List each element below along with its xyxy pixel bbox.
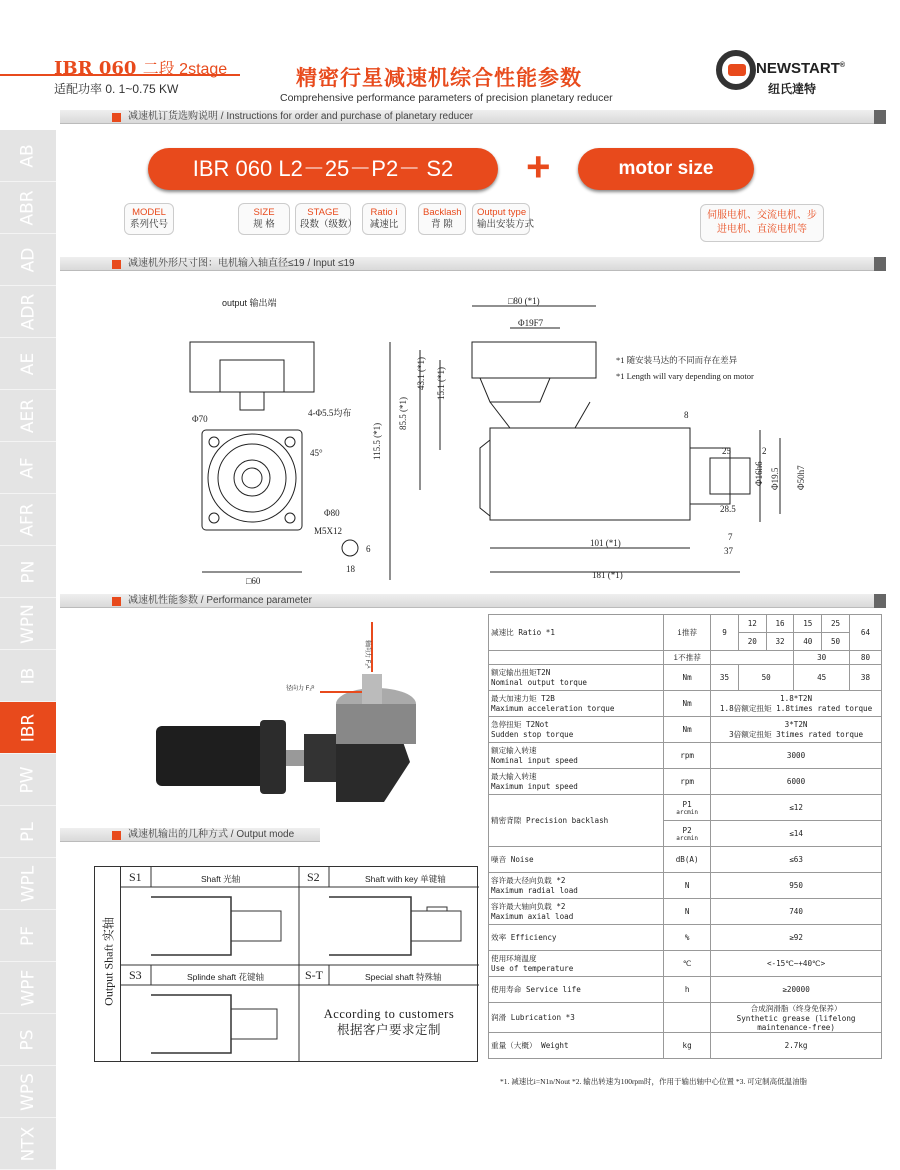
side-tab-wpn[interactable]	[0, 598, 56, 650]
label-ratio: Ratio i 减速比	[362, 203, 406, 235]
side-tab-ab[interactable]	[0, 130, 56, 182]
dim-h85: 85.5 (*1)	[398, 397, 408, 430]
side-tab-label: ABR	[17, 189, 38, 226]
table-footnote: *1. 减速比i=N1n/Nout *2. 输出转速为100rpm时，作用于输出轴中心位置 *3. 可定制高低温油脂	[500, 1077, 808, 1086]
dim-101: 101 (*1)	[590, 538, 621, 548]
note-en: *1 Length will vary depending on motor	[616, 371, 754, 381]
label-size: SIZE 规 格	[238, 203, 290, 235]
label-model: MODEL 系列代号	[124, 203, 174, 235]
dim-2: 2	[762, 446, 767, 456]
dim-sq80: □80 (*1)	[508, 296, 540, 306]
side-tab-ibr[interactable]	[0, 702, 56, 754]
mode-s1-name: Shaft 光轴	[201, 874, 241, 884]
dim-h43: 43.1 (*1)	[416, 357, 426, 390]
mode-s3-code: S3	[129, 968, 142, 982]
side-tab-abr[interactable]	[0, 182, 56, 234]
label-output-type: Output type 输出安装方式	[472, 203, 530, 235]
dim-d19f7: Φ19F7	[518, 318, 544, 328]
dim-25: 25	[722, 446, 731, 456]
side-tab-wps[interactable]	[0, 1066, 56, 1118]
dim-181: 181 (*1)	[592, 570, 623, 580]
page-title: 精密行星减速机综合性能参数	[296, 67, 582, 90]
mode-st-code: S-T	[305, 968, 323, 982]
page-subtitle: Comprehensive performance parameters of precision planetary reducer	[280, 92, 613, 104]
radial-force-label: 径向力 F₂ᴿ	[286, 686, 315, 692]
side-tab-af[interactable]	[0, 442, 56, 494]
dim-holes: 4-Φ5.5均布	[308, 408, 352, 418]
output-shaft-label: Output Shaft 实轴	[95, 867, 121, 1061]
side-tab-label: WPL	[17, 865, 38, 902]
side-tab-label: PF	[18, 925, 38, 946]
section-performance-bar: 减速机性能参数 / Performance parameter	[60, 594, 880, 608]
side-tab-label: WPS	[17, 1072, 38, 1111]
power-range: 适配功率 0. 1~0.75 KW	[54, 82, 179, 96]
side-tab-label: AB	[17, 143, 38, 168]
side-tab-afr[interactable]	[0, 494, 56, 546]
side-tab-ad[interactable]	[0, 234, 56, 286]
side-tab-label: NTX	[18, 1126, 38, 1161]
order-code: IBR 060 L2－25－P2－ S2	[148, 148, 498, 190]
performance-table: 减速比 Ratio *1 i推荐 9 12 16 15 25 64 20 32 40 50 i不推荐 30 80 额定输出扭矩T2N Nominal output torque Nm 35 50 45 38 最大加速力矩 T2B Maximum acceleration torque Nm 1.8*T2N 1.8倍额定扭矩 1.8times rated torque 急停扭矩 T2Not Sudden stop torque Nm 3*T2N 3倍额定扭矩 3times rated torque 额定输入转速 Nominal input speed rpm 3000 最大输入转速 Maximum input speed rpm 6000 精密背隙 Precision backlash P1 arcmin ≤12 P2 arcmin ≤14 噪音 Noise dB(A) ≤63 容许最大径向负载 *2 Maximum radial load N 950 容许最大轴向负载 *2 Maximum axial load N 740 效率 Efficiency % ≥92 使用环境温度 Use of temperature ℃ <-15℃~+40℃> 使用寿命 Service life h ≥20000 润滑 Lubrication *3 合成润滑脂（终身免保养） Synthetic grease (lifelong maintenance-free) 重量（大概） Weight kg 2.7kg	[488, 614, 882, 1059]
label-backlash: Backlash 背 隙	[418, 203, 466, 235]
side-tab-wpf[interactable]	[0, 962, 56, 1014]
axial-force-label: 轴向力 F₂ᴬ	[364, 640, 370, 669]
side-tab-label: WPN	[18, 603, 38, 644]
front-flange	[190, 342, 314, 392]
side-tab-label: AFR	[17, 502, 38, 537]
mode-s3-name: Splinde shaft 花键轴	[187, 972, 265, 982]
dim-m5: M5X12	[314, 526, 343, 536]
dim-h15: 15.1 (*1)	[436, 367, 446, 400]
dim-37: 37	[724, 546, 733, 556]
side-tab-label: PN	[18, 560, 38, 583]
ratio-label: 减速比 Ratio *1	[489, 615, 664, 651]
side-tab-label: ADR	[17, 293, 38, 330]
front-square	[202, 430, 302, 530]
side-tab-label: PW	[18, 765, 38, 794]
dim-d195: Φ19.5	[770, 467, 780, 490]
brand-logo	[716, 46, 846, 102]
section-output-bar: 减速机输出的几种方式 / Output mode	[60, 828, 320, 842]
dim-sq60: □60	[246, 576, 261, 586]
dim-7: 7	[728, 532, 733, 542]
side-tab-label: PS	[17, 1028, 38, 1051]
mode-s2-name: Shaft with key 单键轴	[365, 874, 446, 884]
side-tab-label: AD	[17, 247, 38, 272]
plus-icon: +	[526, 143, 551, 190]
brand-name-cn: 纽氏達特	[768, 82, 817, 96]
dim-285: 28.5	[720, 504, 736, 514]
side-tab-label: AE	[18, 352, 38, 375]
mode-s2-code: S2	[307, 870, 320, 884]
side-tab-label: WPF	[18, 969, 38, 1006]
mode-s1-code: S1	[129, 870, 142, 884]
side-tab-label: AF	[17, 456, 38, 479]
dim-d80: Φ80	[324, 508, 340, 518]
side-tab-pn[interactable]	[0, 546, 56, 598]
side-tab-pw[interactable]	[0, 754, 56, 806]
side-tab-ae[interactable]	[0, 338, 56, 390]
dim-angle: 45°	[310, 448, 323, 458]
product-photo	[140, 612, 480, 822]
side-tab-label: AER	[18, 398, 38, 433]
mode-st-name: Special shaft 特殊轴	[365, 972, 442, 982]
side-tab-pl[interactable]	[0, 806, 56, 858]
side-tab-adr[interactable]	[0, 286, 56, 338]
side-tab-pf[interactable]	[0, 910, 56, 962]
side-tab-ib[interactable]	[0, 650, 56, 702]
side-tab-aer[interactable]	[0, 390, 56, 442]
dim-18: 18	[346, 564, 355, 574]
custom-shaft-text: According to customers 根据客户要求定制	[323, 1007, 455, 1037]
motor-size-pill: motor size	[578, 148, 754, 190]
model-heading: IBR 060 二段 2stage	[54, 58, 228, 79]
dim-d50: Φ50h7	[796, 465, 806, 490]
side-tab-nav	[0, 130, 56, 1170]
output-end-label: output 输出端	[222, 298, 277, 308]
section-dimension-bar: 减速机外形尺寸图：电机输入轴直径≤19 / Input ≤19	[60, 257, 880, 271]
side-tab-label: IBR	[18, 713, 38, 742]
section-order-bar: 减速机订货选购说明 / Instructions for order and purchase of planetary reducer	[60, 110, 880, 124]
logo-mark-icon	[716, 50, 756, 90]
motor-types: 伺服电机、交流电机、步进电机、直流电机等	[700, 204, 824, 242]
dim-d70: Φ70	[192, 414, 208, 424]
dimension-drawing	[180, 290, 840, 590]
dim-h115: 115.5 (*1)	[372, 422, 382, 460]
side-tab-ntx[interactable]	[0, 1118, 56, 1170]
side-tab-label: IB	[18, 667, 38, 684]
dim-6: 6	[366, 544, 371, 554]
dim-8: 8	[684, 410, 689, 420]
brand-name: NEWSTART®	[756, 60, 846, 77]
dim-d16: Φ16h6	[754, 461, 764, 486]
side-tab-ps[interactable]	[0, 1014, 56, 1066]
label-stage: STAGE 段数（级数）	[295, 203, 351, 235]
note-cn: *1 随安装马达的不同而存在差异	[616, 355, 738, 365]
side-tab-label: PL	[17, 821, 38, 842]
side-tab-wpl[interactable]	[0, 858, 56, 910]
